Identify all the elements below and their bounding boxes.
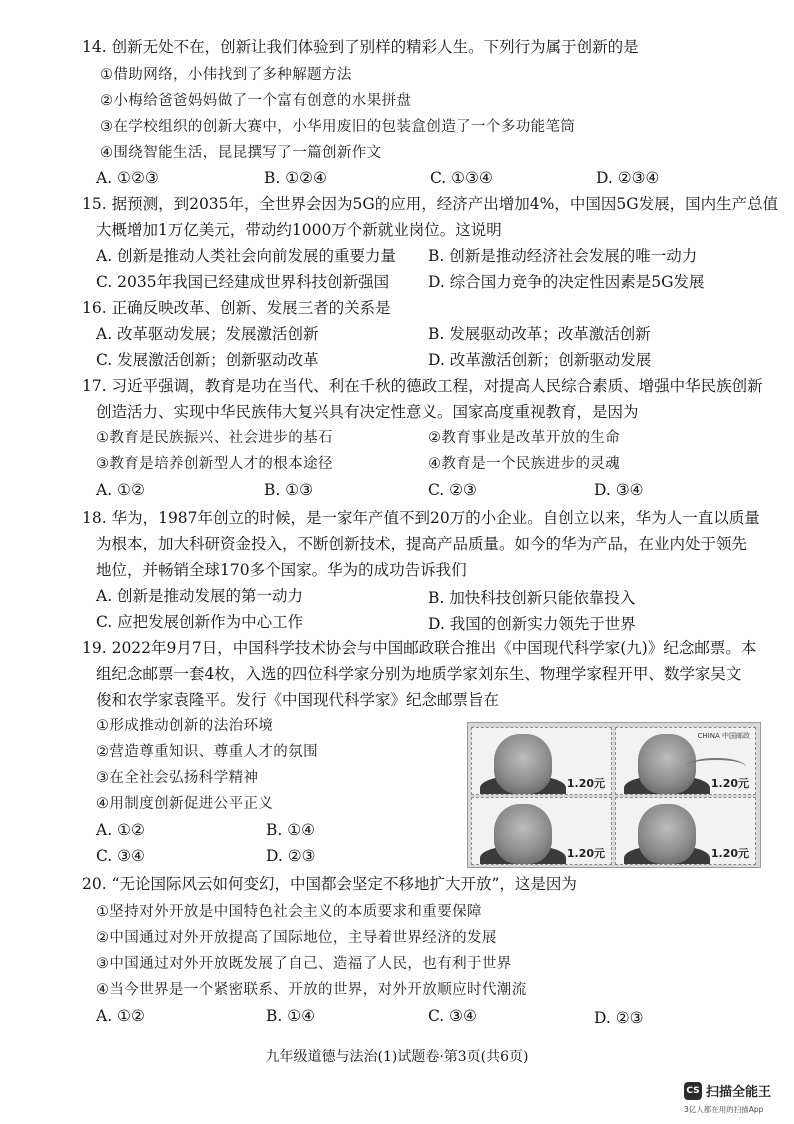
q17-option-a: A. ①② [96, 481, 145, 499]
q18-stem-line-2: 为根本，加大科研资金投入，不断创新技术，提高产品质量。如今的华为产品，在业内处于领先 [96, 535, 748, 553]
q19-item-3: ③在全社会弘扬科学精神 [96, 770, 259, 786]
q14-item-3: ③在学校组织的创新大赛中，小华用废旧的包装盒创造了一个多功能笔筒 [100, 119, 576, 135]
q17-item-4: ④教育是一个民族进步的灵魂 [428, 456, 621, 472]
q19-item-2: ②营造尊重知识、尊重人才的氛围 [96, 744, 318, 760]
q19-item-4: ④用制度创新促进公平正义 [96, 796, 274, 812]
q19-option-d: D. ②③ [266, 847, 316, 865]
q20-item-3: ③中国通过对外开放既发展了自己、造福了人民，也有利于世界 [96, 956, 512, 972]
q17-option-d: D. ③④ [594, 481, 644, 499]
q17-item-1: ①教育是民族振兴、社会进步的基石 [96, 430, 333, 446]
q16-option-b: B. 发展驱动改革；改革激活创新 [428, 325, 651, 343]
watermark-tagline: 3亿人都在用的扫描App [684, 1105, 764, 1114]
q20-stem: 20. “无论国际风云如何变幻，中国都会坚定不移地扩大开放”，这是因为 [82, 875, 577, 893]
q14-item-4: ④围绕智能生活，昆昆撰写了一篇创新作文 [100, 145, 382, 161]
q14-option-c: C. ①③④ [430, 169, 493, 187]
q15-option-d: D. 综合国力竞争的决定性因素是5G发展 [428, 273, 705, 291]
q17-stem-line-1: 17. 习近平强调，教育是功在当代、利在千秋的德政工程，对提高人民综合素质、增强中华民族创新 [82, 377, 763, 395]
stamp-cheng-kaijia [615, 727, 756, 795]
page-footer: 九年级道德与法治(1)试题卷·第3页(共6页) [265, 1049, 529, 1065]
q20-item-1: ①坚持对外开放是中国特色社会主义的本质要求和重要保障 [96, 904, 482, 920]
q14-item-1: ①借助网络，小伟找到了多种解题方法 [100, 67, 352, 83]
q14-option-b: B. ①②④ [264, 169, 327, 187]
q19-stem-line-1: 19. 2022年9月7日，中国科学技术协会与中国邮政联合推出《中国现代科学家(九)》纪念邮票。本 [82, 639, 757, 657]
q18-stem-line-1: 18. 华为，1987年创立的时候，是一家年产值不到20万的小企业。自创立以来，华为人一直以质量 [82, 509, 760, 527]
q15-option-a: A. 创新是推动人类社会向前发展的重要力量 [96, 247, 397, 265]
stamp-denomination: 1.20元 [710, 777, 749, 790]
q19-item-1: ①形成推动创新的法治环境 [96, 718, 274, 734]
q19-option-b: B. ①④ [266, 821, 316, 839]
q15-stem-line-1: 15. 据预测，到2035年，全世界会因为5G的应用，经济产出增加4%，中国因5G发展，国内生产总值 [82, 195, 779, 213]
q19-option-a: A. ①② [96, 821, 145, 839]
stamp-wu-wenjun [471, 797, 612, 865]
stamp-denomination: 1.20元 [710, 847, 749, 860]
stamp-denomination: 1.20元 [566, 777, 605, 790]
q15-option-b: B. 创新是推动经济社会发展的唯一动力 [428, 247, 698, 265]
q16-option-d: D. 改革激活创新；创新驱动发展 [428, 351, 652, 369]
q19-stem-line-3: 俊和农学家袁隆平。发行《中国现代科学家》纪念邮票旨在 [96, 691, 500, 709]
q20-option-c: C. ③④ [428, 1007, 477, 1025]
q18-stem-line-3: 地位，并畅销全球170多个国家。华为的成功告诉我们 [96, 561, 467, 579]
q17-item-2: ②教育事业是改革开放的生命 [428, 430, 621, 446]
stamp-sheet-image [467, 722, 761, 868]
camscanner-logo-icon: CS [684, 1082, 702, 1100]
q18-option-c: C. 应把发展创新作为中心工作 [96, 613, 304, 631]
q17-option-b: B. ①③ [264, 481, 314, 499]
q16-stem: 16. 正确反映改革、创新、发展三者的关系是 [82, 299, 391, 317]
q17-option-c: C. ②③ [428, 481, 477, 499]
q19-stem-line-2: 组纪念邮票一套4枚，入选的四位科学家分别为地质学家刘东生、物理学家程开甲、数学家吴文 [96, 665, 742, 683]
stamp-brand: CHINA 中国邮政 [697, 732, 750, 740]
q20-option-b: B. ①④ [266, 1007, 316, 1025]
q17-stem-line-2: 创造活力、实现中华民族伟大复兴具有决定性意义。国家高度重视教育，是因为 [96, 403, 639, 421]
q14-option-d: D. ②③④ [596, 169, 660, 187]
stamp-denomination: 1.20元 [566, 847, 605, 860]
q20-item-4: ④当今世界是一个紧密联系、开放的世界，对外开放顺应时代潮流 [96, 982, 527, 998]
watermark-name: 扫描全能王 [706, 1085, 772, 1100]
q19-option-c: C. ③④ [96, 847, 145, 865]
q14-option-a: A. ①②③ [96, 169, 159, 187]
q15-stem-line-2: 大概增加1万亿美元，带动约1000万个新就业岗位。这说明 [96, 221, 502, 239]
q18-option-a: A. 创新是推动发展的第一动力 [96, 587, 304, 605]
q14-item-2: ②小梅给爸爸妈妈做了一个富有创意的水果拼盘 [100, 93, 412, 109]
q16-option-a: A. 改革驱动发展；发展激活创新 [96, 325, 319, 343]
scanner-watermark [684, 1080, 794, 1124]
q18-option-d: D. 我国的创新实力领先于世界 [428, 615, 636, 633]
stamp-liu-dongsheng [471, 727, 612, 795]
q20-item-2: ②中国通过对外开放提高了国际地位，主导着世界经济的发展 [96, 930, 497, 946]
q15-option-c: C. 2035年我国已经建成世界科技创新强国 [96, 273, 390, 291]
q20-option-a: A. ①② [96, 1007, 145, 1025]
stamp-yuan-longping [615, 797, 756, 865]
q20-option-d: D. ②③ [594, 1009, 644, 1027]
q14-stem: 14. 创新无处不在，创新让我们体验到了别样的精彩人生。下列行为属于创新的是 [82, 38, 639, 56]
q16-option-c: C. 发展激活创新；创新驱动改革 [96, 351, 319, 369]
q18-option-b: B. 加快科技创新只能依靠投入 [428, 589, 636, 607]
q17-item-3: ③教育是培养创新型人才的根本途径 [96, 456, 333, 472]
